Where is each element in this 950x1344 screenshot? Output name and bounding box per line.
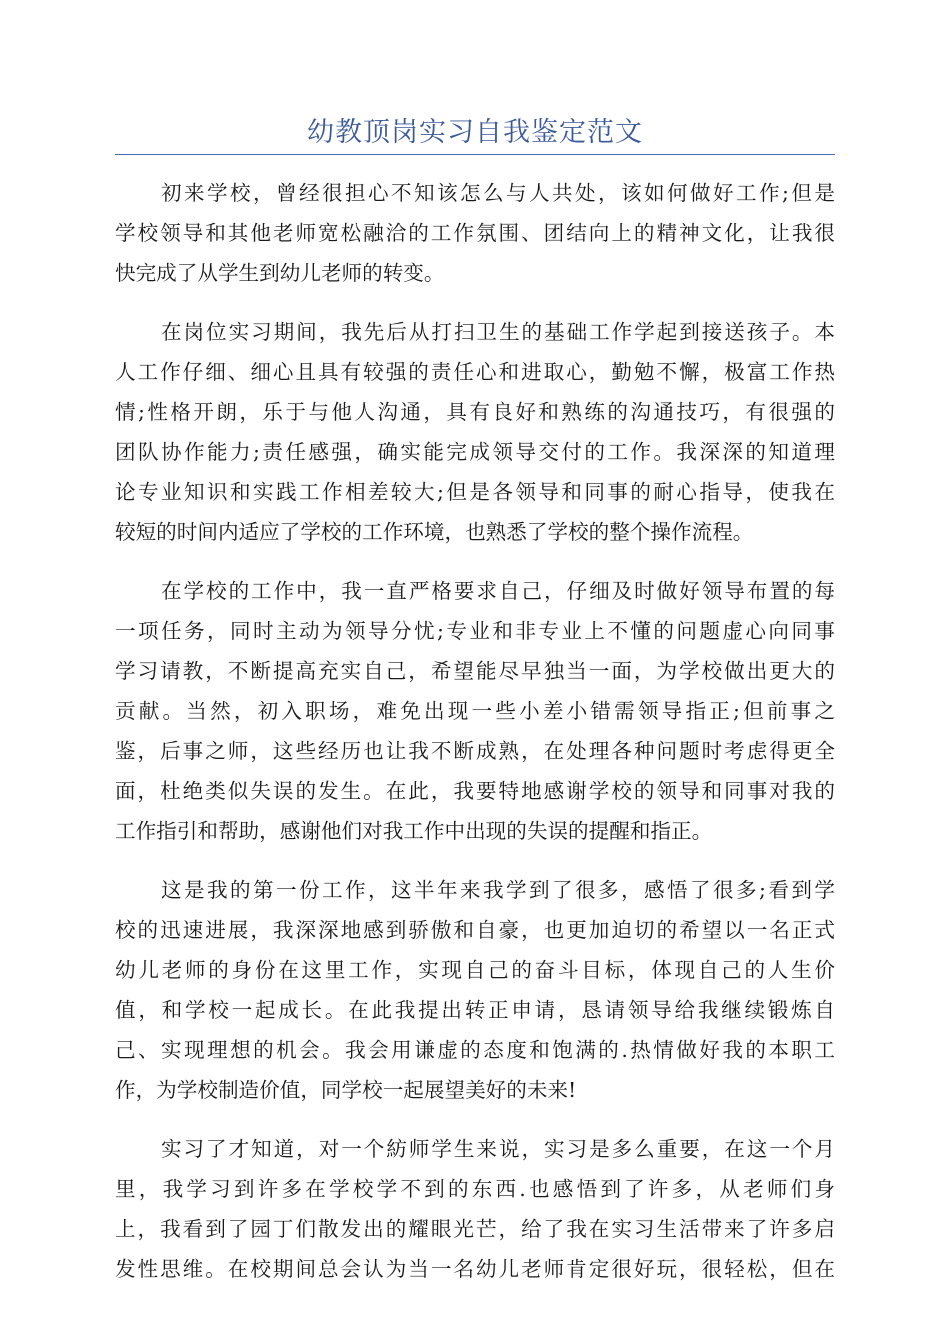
text-line: 里，我学习到许多在学校学不到的东西.也感悟到了许多，从老师们身 bbox=[115, 1177, 835, 1201]
text-line: 实习了才知道，对一个紡师学生来说，实习是多么重要，在这一个月 bbox=[161, 1137, 835, 1161]
text-line: 校的迅速进展，我深深地感到骄傲和自豪，也更加迫切的希望以一名正式 bbox=[115, 918, 835, 942]
text-line: 值，和学校一起成长。在此我提出转正申请，恳请领导给我继续锻炼自 bbox=[115, 998, 835, 1022]
text-line: 在岗位实习期间，我先后从打扫卫生的基础工作学起到接送孩子。本 bbox=[161, 320, 835, 344]
text-line: 作，为学校制造价值，同学校一起展望美好的未来! bbox=[115, 1078, 577, 1102]
text-line: 上，我看到了园丁们散发出的耀眼光芒，给了我在实习生活带来了许多启 bbox=[115, 1217, 835, 1241]
text-line: 贡献。当然，初入职场，难免出现一些小差小错需领导指正;但前事之 bbox=[115, 699, 835, 723]
document-title: 幼教顶岗实习自我鉴定范文 bbox=[307, 117, 643, 148]
text-line: 一项任务，同时主动为领导分忧;专业和非专业上不懂的问题虚心向同事 bbox=[115, 619, 835, 643]
text-line: 发性思维。在校期间总会认为当一名幼儿老师肯定很好玩，很轻松，但在 bbox=[115, 1257, 835, 1281]
document-body bbox=[115, 173, 835, 1308]
text-line: 在学校的工作中，我一直严格要求自己，仔细及时做好领导布置的每 bbox=[161, 579, 835, 603]
text-line: 学校领导和其他老师宽松融洽的工作氛围、团结向上的精神文化，让我很 bbox=[115, 221, 835, 245]
text-line: 团队协作能力;责任感强，确实能完成领导交付的工作。我深深的知道理 bbox=[115, 440, 835, 464]
paragraph bbox=[115, 870, 835, 1110]
text-line: 这是我的第一份工作，这半年来我学到了很多，感悟了很多;看到学 bbox=[161, 878, 835, 902]
text-line: 工作指引和帮助，感谢他们对我工作中出现的失误的提醒和指正。 bbox=[115, 819, 713, 843]
text-line: 论专业知识和实践工作相差较大;但是各领导和同事的耐心指导，使我在 bbox=[115, 480, 835, 504]
text-line: 面，杜绝类似失误的发生。在此，我要特地感谢学校的领导和同事对我的 bbox=[115, 779, 835, 803]
paragraph bbox=[115, 173, 835, 293]
text-line: 鉴，后事之师，这些经历也让我不断成熟，在处理各种问题时考虑得更全 bbox=[115, 739, 835, 763]
text-line: 学习请教，不断提高充实自己，希望能尽早独当一面，为学校做出更大的 bbox=[115, 659, 835, 683]
paragraph bbox=[115, 571, 835, 851]
text-line: 快完成了从学生到幼儿老师的转变。 bbox=[115, 261, 445, 285]
text-line: 较短的时间内适应了学校的工作环境，也熟悉了学校的整个操作流程。 bbox=[115, 520, 754, 544]
text-line: 幼儿老师的身份在这里工作，实现自己的奋斗目标，体现自己的人生价 bbox=[115, 958, 835, 982]
text-line: 情;性格开朗，乐于与他人沟通，具有良好和熟练的沟通技巧，有很强的 bbox=[115, 400, 835, 424]
paragraph bbox=[115, 312, 835, 552]
text-line: 己、实现理想的机会。我会用谦虚的态度和饱满的.热情做好我的本职工 bbox=[115, 1038, 835, 1062]
text-line: 初来学校，曾经很担心不知该怎么与人共处，该如何做好工作;但是 bbox=[161, 181, 835, 205]
text-line: 人工作仔细、细心且具有较强的责任心和进取心，勤勉不懈，极富工作热 bbox=[115, 360, 835, 384]
paragraph bbox=[115, 1129, 835, 1289]
title-underline bbox=[115, 154, 835, 155]
